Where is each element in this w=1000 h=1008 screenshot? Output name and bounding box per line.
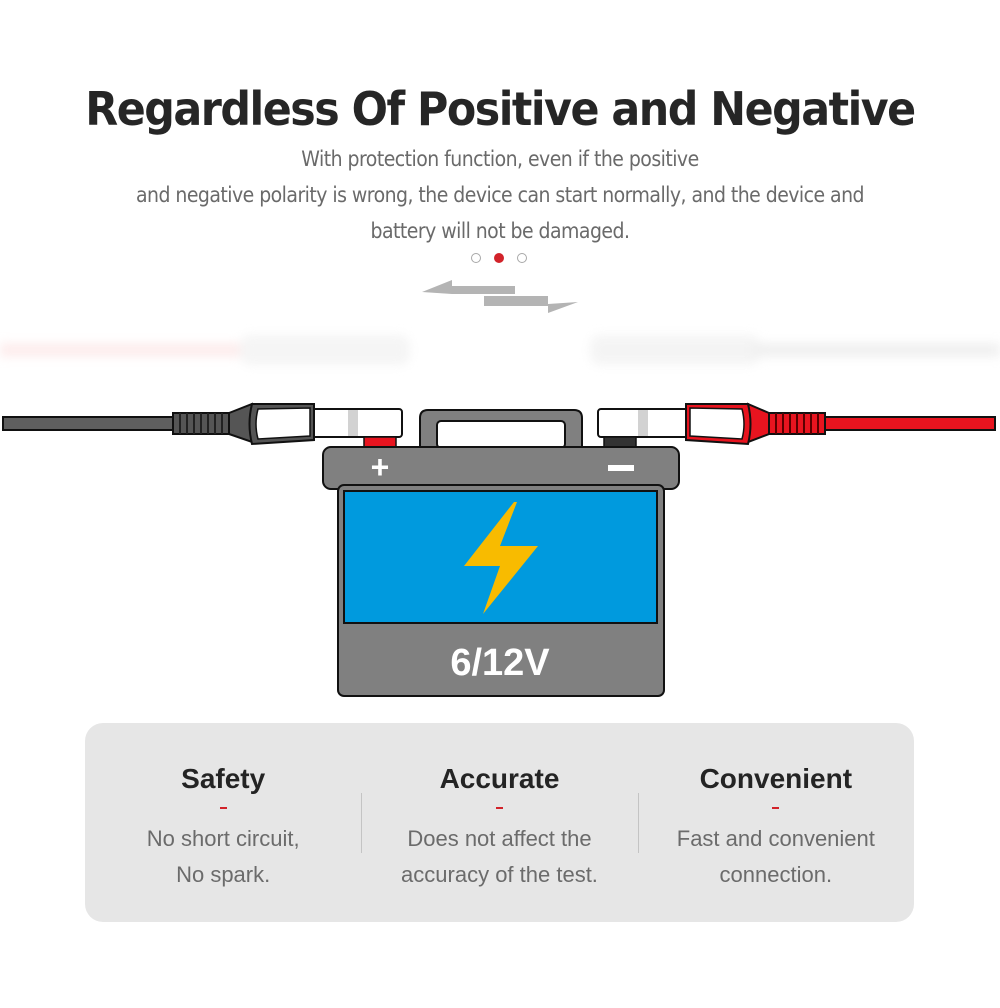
feature-line: Does not affect the (407, 826, 592, 851)
description (0, 141, 1000, 249)
svg-text:6/12V: 6/12V (450, 642, 550, 684)
feature-title: Safety (181, 763, 266, 794)
carousel-dots (471, 253, 527, 263)
red-dash-divider (496, 807, 503, 809)
feature-convenient (638, 723, 914, 922)
feature-title: Convenient (699, 763, 853, 794)
red-dash-divider (772, 807, 779, 809)
page-title: Regardless Of Positive and Negative (85, 82, 915, 136)
feature-line: Fast and convenient (676, 826, 875, 851)
feature-line: accuracy of the test. (401, 862, 598, 887)
red-dash-divider (220, 807, 227, 809)
negative-cable-clamp (3, 404, 402, 447)
positive-cable-clamp (598, 404, 995, 447)
description-line: battery will not be damaged. (370, 219, 630, 243)
feature-safety (85, 723, 361, 922)
description-line: With protection function, even if the positive (301, 147, 699, 171)
svg-text:+: + (370, 449, 390, 485)
feature-line: connection. (719, 862, 833, 887)
feature-line: No spark. (176, 862, 271, 887)
carousel-dot[interactable] (471, 253, 481, 263)
swap-arrows-icon (420, 276, 580, 316)
carousel-dot-active[interactable] (494, 253, 504, 263)
carousel-dot[interactable] (517, 253, 527, 263)
battery-illustration (0, 320, 1000, 710)
feature-line: No short circuit, (146, 826, 300, 851)
battery (323, 410, 679, 696)
ghost-clamps (0, 335, 1000, 365)
features-card (85, 723, 914, 922)
feature-title: Accurate (439, 763, 560, 794)
feature-accurate (361, 723, 637, 922)
description-line: and negative polarity is wrong, the device can start normally, and the device and (135, 183, 864, 207)
